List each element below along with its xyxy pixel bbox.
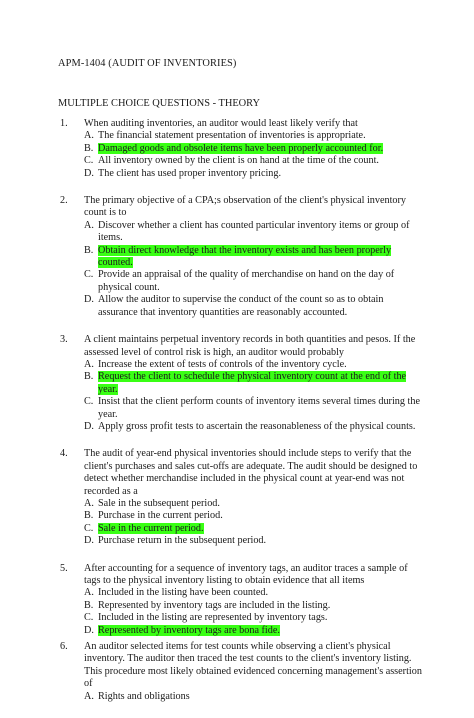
- option-answer-highlighted: [84, 143, 422, 155]
- option-text: Rights and obligations: [98, 690, 190, 702]
- question-stem: After accounting for a sequence of inventory tags, an auditor traces a sample of tags to the physical inventory listing to obtain evidence that all items: [84, 562, 408, 586]
- option-text: Purchase in the current period.: [98, 510, 223, 522]
- option-text: Sale in the subsequent period.: [98, 497, 220, 509]
- option-text: The client has used proper inventory pricing.: [98, 167, 282, 179]
- option-letter: D.: [84, 420, 94, 432]
- option-letter: B.: [84, 510, 94, 522]
- option-item: [84, 168, 422, 180]
- option-letter: C.: [84, 522, 94, 534]
- option-text: Represented by inventory tags are included in the listing.: [98, 599, 331, 611]
- option-text-wrap: [98, 130, 422, 142]
- section-heading: MULTIPLE CHOICE QUESTIONS - THEORY: [58, 98, 261, 109]
- option-list: [0, 587, 474, 637]
- question-list: [0, 118, 474, 718]
- option-text: Increase the extent of tests of controls of the inventory cycle.: [98, 358, 347, 370]
- option-answer-highlighted: [84, 371, 422, 396]
- option-letter: B.: [84, 142, 94, 154]
- option-letter: A.: [84, 497, 94, 509]
- option-text: Damaged goods and obsolete items have been properly accounted for.: [98, 142, 384, 154]
- option-letter: B.: [84, 599, 94, 611]
- question-item: [0, 118, 474, 180]
- question-number: 3.: [60, 334, 68, 346]
- option-text-wrap: [98, 220, 422, 245]
- question-number: 1.: [60, 118, 68, 129]
- option-item: [84, 600, 422, 612]
- question-stem: An auditor selected items for test counts while observing a client's physical inventory. The auditor then traced the test counts to the client's inventory listing. This procedure most likely obtained evidenced concerning management's assertion of: [84, 641, 422, 690]
- option-text: Included in the listing have been counted.: [98, 587, 269, 599]
- option-item: [84, 498, 422, 510]
- option-list: [0, 691, 474, 703]
- option-item: [84, 396, 422, 421]
- option-item: [84, 359, 422, 371]
- option-text: Apply gross profit tests to ascertain the reasonableness of the physical counts.: [98, 420, 416, 432]
- option-answer-highlighted: [84, 625, 422, 637]
- question-number: 4.: [60, 448, 68, 460]
- question-stem: When auditing inventories, an auditor would least likely verify that: [84, 118, 358, 129]
- option-text-wrap: [98, 498, 422, 510]
- option-text: Purchase return in the subsequent period.: [98, 535, 267, 547]
- option-item: [84, 691, 422, 703]
- option-text-wrap: [98, 421, 422, 433]
- option-text-wrap: [98, 535, 422, 547]
- option-text: Request the client to schedule the physical inventory count at the end of the year.: [98, 371, 407, 395]
- option-item: [84, 421, 422, 433]
- option-item: [84, 130, 422, 142]
- option-letter: C.: [84, 396, 94, 408]
- option-letter: B.: [84, 244, 94, 256]
- option-text-wrap: [98, 269, 422, 294]
- option-letter: A.: [84, 587, 94, 599]
- question-stem: The audit of year-end physical inventories should include steps to verify that the client's purchases and sales cut-offs are adequate. The audit should be designed to detect whether merchandise included in the physical count at year-end was not recorded as a: [84, 448, 418, 497]
- option-text: Discover whether a client has counted particular inventory items or group of items.: [98, 219, 410, 244]
- question-item: [0, 641, 474, 703]
- option-text-wrap: [98, 168, 422, 180]
- option-item: [84, 294, 422, 319]
- option-text-wrap: [98, 359, 422, 371]
- option-letter: D.: [84, 294, 94, 306]
- option-text-wrap: [98, 612, 422, 624]
- option-text-wrap: [98, 625, 422, 637]
- option-letter: A.: [84, 219, 94, 231]
- option-answer-highlighted: [84, 523, 422, 535]
- option-letter: C.: [84, 612, 94, 624]
- document-title: APM-1404 (AUDIT OF INVENTORIES): [58, 58, 237, 69]
- option-text-wrap: [98, 691, 422, 703]
- option-text: Insist that the client perform counts of inventory items several times during the year.: [98, 396, 420, 420]
- option-list: [0, 220, 474, 319]
- question-stem: The primary objective of a CPA;s observation of the client's physical inventory count is to: [84, 195, 407, 219]
- option-text: Represented by inventory tags are bona fide.: [98, 624, 280, 636]
- option-letter: D.: [84, 624, 94, 636]
- option-text-wrap: [98, 587, 422, 599]
- option-text-wrap: [98, 600, 422, 612]
- option-text: Sale in the current period.: [98, 522, 204, 534]
- question-item: [0, 195, 474, 319]
- option-text: The financial statement presentation of inventories is appropriate.: [98, 130, 366, 142]
- option-list: [0, 498, 474, 548]
- option-letter: C.: [84, 155, 94, 167]
- option-list: [0, 359, 474, 433]
- option-text: Obtain direct knowledge that the inventory exists and has been properly counted.: [98, 244, 392, 269]
- option-text: Included in the listing are represented by inventory tags.: [98, 612, 328, 624]
- option-item: [84, 269, 422, 294]
- question-item: [0, 563, 474, 637]
- option-item: [84, 155, 422, 167]
- option-text: All inventory owned by the client is on hand at the time of the count.: [98, 155, 379, 167]
- question-number: 2.: [60, 195, 68, 207]
- option-text: Allow the auditor to supervise the conduct of the count so as to obtain assurance that inventory quantities are reasonably accounted.: [98, 294, 384, 318]
- option-text-wrap: [98, 155, 422, 167]
- option-text-wrap: [98, 143, 422, 155]
- option-text: Provide an appraisal of the quality of merchandise on hand on the day of physical count.: [98, 269, 395, 293]
- option-list: [0, 130, 474, 180]
- option-letter: D.: [84, 535, 94, 547]
- option-text-wrap: [98, 396, 422, 421]
- option-letter: A.: [84, 358, 94, 370]
- option-item: [84, 612, 422, 624]
- option-item: [84, 587, 422, 599]
- option-text-wrap: [98, 371, 422, 396]
- option-text-wrap: [98, 294, 422, 319]
- option-letter: B.: [84, 371, 94, 383]
- question-item: [0, 334, 474, 433]
- option-text-wrap: [98, 523, 422, 535]
- option-item: [84, 220, 422, 245]
- option-letter: A.: [84, 690, 94, 702]
- option-text-wrap: [98, 245, 422, 270]
- question-stem: A client maintains perpetual inventory records in both quantities and pesos. If the assessed level of control risk is high, an auditor would probably: [84, 334, 416, 358]
- option-letter: D.: [84, 167, 94, 179]
- question-number: 5.: [60, 562, 68, 574]
- option-item: [84, 535, 422, 547]
- option-letter: A.: [84, 130, 94, 142]
- option-answer-highlighted: [84, 245, 422, 270]
- option-text-wrap: [98, 510, 422, 522]
- option-item: [84, 510, 422, 522]
- option-letter: C.: [84, 269, 94, 281]
- question-number: 6.: [60, 641, 68, 653]
- question-item: [0, 448, 474, 547]
